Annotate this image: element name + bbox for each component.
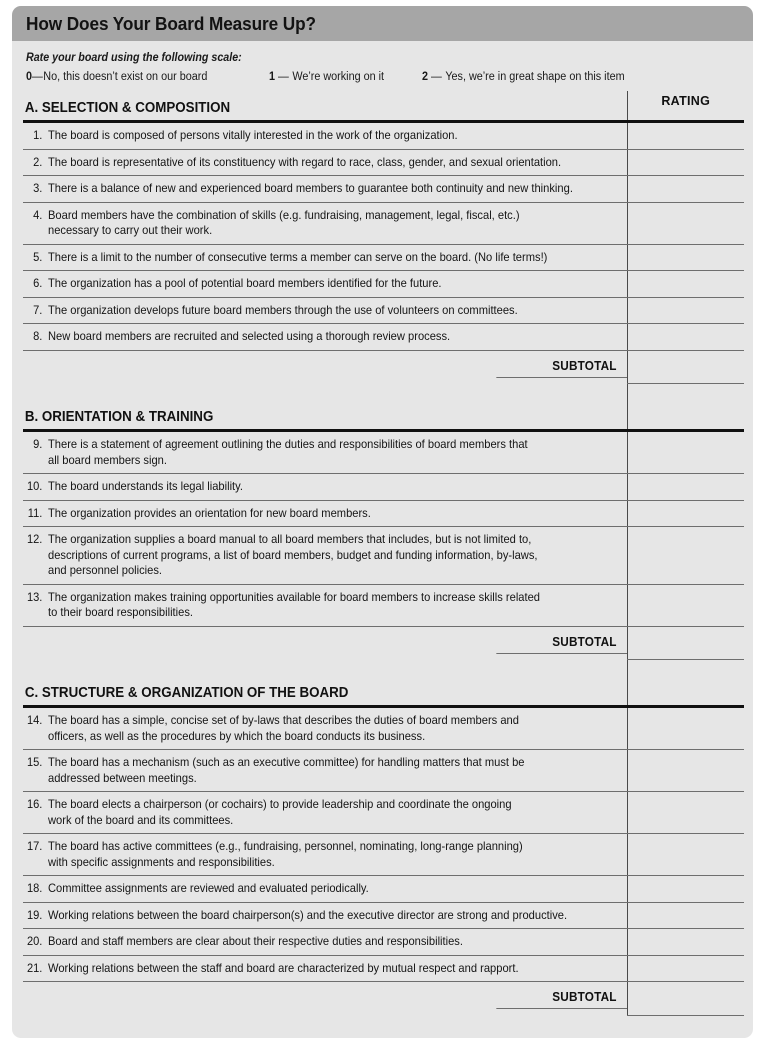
item-number: 20. <box>26 934 43 948</box>
item-text-line: Working relations between the board chairperson(s) and the executive director are strong and productive. <box>48 907 568 922</box>
subtotal-value-cell[interactable] <box>627 626 744 660</box>
item-text-cell <box>23 297 627 324</box>
rating-input-cell[interactable] <box>627 474 744 501</box>
section-spacer-cell <box>23 1015 627 1038</box>
rating-input-cell[interactable] <box>627 955 744 982</box>
item-line <box>23 506 627 522</box>
rating-scale-legend <box>12 41 753 91</box>
item-number: 15. <box>26 755 43 769</box>
subtotal-label: SUBTOTAL <box>496 359 627 378</box>
assessment-table <box>23 91 744 1038</box>
item-text-line: Board members have the combination of skills (e.g. fundraising, management, legal, fiscal, etc.) <box>48 207 520 222</box>
subtotal-row <box>23 626 744 660</box>
assessment-item-row <box>23 202 744 244</box>
assessment-item-row <box>23 707 744 750</box>
rating-input-cell[interactable] <box>627 750 744 792</box>
item-text-line: and personnel policies. <box>48 563 163 577</box>
section-heading-row <box>23 91 744 122</box>
item-number: 4. <box>33 207 43 222</box>
item-text <box>48 303 595 319</box>
item-text-line: necessary to carry out their work. <box>48 223 213 237</box>
item-line <box>23 755 627 786</box>
rating-input-cell[interactable] <box>627 902 744 929</box>
item-text-line: Working relations between the staff and board are characterized by mutual respect and rapport. <box>48 960 519 975</box>
subtotal-label-cell <box>23 982 627 1016</box>
section-title: A. SELECTION & COMPOSITION <box>24 100 231 116</box>
item-text-line: The board understands its legal liability. <box>48 479 243 493</box>
assessment-item-row <box>23 324 744 351</box>
scale-option-0-label: No, this doesn’t exist on our board <box>43 71 208 83</box>
item-text-cell <box>23 324 627 351</box>
section-spacer-rating-cell <box>627 384 744 401</box>
item-number: 18. <box>26 881 43 895</box>
section-spacer-rating-cell <box>627 1015 744 1038</box>
section-spacer-cell <box>23 660 627 677</box>
item-number: 9. <box>33 437 43 451</box>
rating-input-cell[interactable] <box>627 176 744 203</box>
item-line <box>23 155 627 171</box>
item-text <box>48 437 595 468</box>
rating-column-header-cell <box>627 400 744 431</box>
assessment-item-row <box>23 750 744 792</box>
item-text <box>48 755 595 786</box>
scale-option-2-dash: — <box>431 71 443 83</box>
item-text-line: The board elects a chairperson (or cochairs) to provide leadership and coordinate the ongoing <box>48 797 512 811</box>
rating-input-cell[interactable] <box>627 929 744 956</box>
assessment-item-row <box>23 474 744 501</box>
item-line <box>23 303 627 319</box>
item-number: 19. <box>26 907 43 922</box>
item-number: 11. <box>27 505 43 520</box>
item-line <box>23 250 627 266</box>
item-text-cell <box>23 902 627 929</box>
assessment-item-row <box>23 149 744 176</box>
item-text-line: Committee assignments are reviewed and evaluated periodically. <box>48 881 369 895</box>
section-heading-cell <box>23 91 627 122</box>
item-number: 5. <box>33 249 43 264</box>
item-line <box>23 908 627 924</box>
section-spacer-rating-cell <box>627 660 744 677</box>
item-text-cell <box>23 431 627 474</box>
item-line <box>23 437 627 468</box>
item-text-cell <box>23 176 627 203</box>
rating-input-cell[interactable] <box>627 202 744 244</box>
item-text-line: The organization provides an orientation for new board members. <box>48 505 371 520</box>
item-text <box>48 713 595 744</box>
page-title: How Does Your Board Measure Up? <box>26 12 316 34</box>
item-text <box>48 181 595 197</box>
assessment-item-row <box>23 244 744 271</box>
item-number: 7. <box>33 302 43 317</box>
item-line <box>23 934 627 950</box>
item-line <box>23 329 627 345</box>
scale-option-1-label: We’re working on it <box>292 71 385 83</box>
assessment-item-row <box>23 902 744 929</box>
scale-option-0-dash: — <box>32 71 44 83</box>
item-text-line: The board is representative of its constituency with regard to race, class, gender, and sexual orientation. <box>48 154 562 169</box>
item-text <box>48 590 595 621</box>
rating-input-cell[interactable] <box>627 500 744 527</box>
item-text <box>48 839 595 870</box>
item-text <box>48 881 595 897</box>
item-number: 8. <box>33 329 43 343</box>
rating-input-cell[interactable] <box>627 324 744 351</box>
rating-scale-options <box>26 71 739 86</box>
item-text <box>48 506 595 522</box>
item-line <box>23 479 627 495</box>
assessment-table-wrap <box>12 91 753 1038</box>
item-line <box>23 797 627 828</box>
item-number: 12. <box>26 532 43 546</box>
item-text <box>48 532 595 579</box>
item-text-line: The board has active committees (e.g., fundraising, personnel, nominating, long-range planning) <box>48 839 523 853</box>
item-text-cell <box>23 527 627 585</box>
item-line <box>23 128 627 144</box>
item-line <box>23 208 627 239</box>
assessment-item-row <box>23 176 744 203</box>
item-text-line: There is a balance of new and experienced board members to guarantee both continuity and new thinking. <box>48 181 573 195</box>
item-line <box>23 961 627 977</box>
assessment-item-row <box>23 431 744 474</box>
section-heading-cell <box>23 676 627 707</box>
rating-input-cell[interactable] <box>627 527 744 585</box>
item-text-cell <box>23 122 627 150</box>
assessment-item-row <box>23 297 744 324</box>
rating-scale-lead: Rate your board using the following scale: <box>26 52 242 64</box>
rating-input-cell[interactable] <box>627 271 744 298</box>
item-text-cell <box>23 955 627 982</box>
item-number: 13. <box>26 589 43 604</box>
item-text-cell <box>23 834 627 876</box>
item-text-line: with specific assignments and responsibilities. <box>48 854 275 869</box>
item-text-line: descriptions of current programs, a list of board members, budget and funding information, by-laws, <box>48 547 538 562</box>
item-text-line: There is a limit to the number of consecutive terms a member can serve on the board. (No life terms!) <box>48 249 548 264</box>
item-text-cell <box>23 244 627 271</box>
item-line <box>23 181 627 197</box>
item-text-line: Board and staff members are clear about their respective duties and responsibilities. <box>48 934 463 948</box>
item-text-line: addressed between meetings. <box>48 770 197 785</box>
item-text <box>48 797 595 828</box>
rating-input-cell[interactable] <box>627 584 744 626</box>
item-number: 1. <box>33 128 43 142</box>
item-number: 6. <box>33 276 43 290</box>
section-spacer-row <box>23 1015 744 1038</box>
item-text-cell <box>23 707 627 750</box>
item-line <box>23 590 627 621</box>
rating-input-cell[interactable] <box>627 876 744 903</box>
scale-option-1-dash: — <box>278 71 290 83</box>
item-text-line: The board has a simple, concise set of by-laws that describes the duties of board members and <box>48 713 519 727</box>
item-text <box>48 908 595 924</box>
scale-option-0-value: 0 <box>26 71 33 83</box>
section-heading-row <box>23 676 744 707</box>
item-text <box>48 155 595 171</box>
item-text-cell <box>23 202 627 244</box>
worksheet-header-bar <box>12 6 753 41</box>
assessment-item-row <box>23 584 744 626</box>
item-text-cell <box>23 750 627 792</box>
item-text <box>48 208 595 239</box>
item-text <box>48 250 595 266</box>
item-line <box>23 713 627 744</box>
rating-column-header-cell <box>627 91 744 122</box>
scale-option-2 <box>422 71 625 83</box>
item-line <box>23 532 627 579</box>
item-number: 2. <box>33 154 43 169</box>
item-text-cell <box>23 500 627 527</box>
rating-input-cell[interactable] <box>627 834 744 876</box>
assessment-item-row <box>23 271 744 298</box>
assessment-item-row <box>23 500 744 527</box>
rating-input-cell[interactable] <box>627 122 744 150</box>
item-text-line: New board members are recruited and selected using a thorough review process. <box>48 329 451 343</box>
assessment-item-row <box>23 929 744 956</box>
item-number: 10. <box>26 479 43 493</box>
item-text <box>48 934 595 950</box>
rating-input-cell[interactable] <box>627 244 744 271</box>
worksheet-sheet <box>12 6 753 1038</box>
item-text-line: all board members sign. <box>48 452 167 467</box>
item-text <box>48 329 595 345</box>
rating-input-cell[interactable] <box>627 149 744 176</box>
rating-input-cell[interactable] <box>627 431 744 474</box>
item-text <box>48 276 595 292</box>
subtotal-value-cell[interactable] <box>627 350 744 384</box>
scale-option-0 <box>26 71 207 83</box>
item-text-line: officers, as well as the procedures by which the board conducts its business. <box>48 728 426 743</box>
item-number: 16. <box>26 797 43 811</box>
section-heading-row <box>23 400 744 431</box>
item-text-line: The organization develops future board members through the use of volunteers on committees. <box>48 302 518 317</box>
subtotal-label: SUBTOTAL <box>496 635 627 654</box>
item-number: 14. <box>26 713 43 727</box>
subtotal-row <box>23 982 744 1016</box>
section-heading-cell <box>23 400 627 431</box>
scale-option-1-value: 1 <box>269 71 276 83</box>
item-number: 3. <box>33 181 43 195</box>
item-text-cell <box>23 584 627 626</box>
item-text-line: work of the board and its committees. <box>48 812 234 827</box>
item-text-line: The organization has a pool of potential board members identified for the future. <box>48 276 442 290</box>
item-text-line: The board has a mechanism (such as an executive committee) for handling matters that must be <box>48 755 525 769</box>
section-spacer-row <box>23 660 744 677</box>
item-text <box>48 479 595 495</box>
rating-column-header-cell <box>627 676 744 707</box>
item-line <box>23 276 627 292</box>
section-spacer-cell <box>23 384 627 401</box>
section-title: C. STRUCTURE & ORGANIZATION OF THE BOARD <box>24 685 349 701</box>
item-text-line: The board is composed of persons vitally interested in the work of the organization. <box>48 128 458 142</box>
item-text-cell <box>23 149 627 176</box>
item-line <box>23 881 627 897</box>
item-text-line: The organization supplies a board manual to all board members that includes, but is not limited to, <box>48 532 532 546</box>
item-text-cell <box>23 271 627 298</box>
subtotal-label: SUBTOTAL <box>496 990 627 1009</box>
assessment-item-row <box>23 527 744 585</box>
item-text-cell <box>23 929 627 956</box>
assessment-item-row <box>23 792 744 834</box>
rating-column-header: RATING <box>661 94 711 108</box>
scale-option-2-value: 2 <box>422 71 429 83</box>
assessment-item-row <box>23 834 744 876</box>
assessment-item-row <box>23 122 744 150</box>
item-text-cell <box>23 474 627 501</box>
item-line <box>23 839 627 870</box>
item-text <box>48 128 595 144</box>
item-number: 21. <box>26 960 43 975</box>
rating-input-cell[interactable] <box>627 297 744 324</box>
rating-input-cell[interactable] <box>627 707 744 750</box>
assessment-item-row <box>23 955 744 982</box>
item-text-cell <box>23 792 627 834</box>
section-spacer-row <box>23 384 744 401</box>
item-text <box>48 961 595 977</box>
scale-option-2-label: Yes, we’re in great shape on this item <box>445 71 625 83</box>
item-text-line: There is a statement of agreement outlining the duties and responsibilities of board members that <box>48 437 528 451</box>
subtotal-row <box>23 350 744 384</box>
item-number: 17. <box>26 839 43 853</box>
item-text-line: The organization makes training opportunities available for board members to increase skills related <box>48 589 541 604</box>
subtotal-value-cell[interactable] <box>627 982 744 1016</box>
rating-input-cell[interactable] <box>627 792 744 834</box>
subtotal-label-cell <box>23 350 627 384</box>
item-text-cell <box>23 876 627 903</box>
assessment-item-row <box>23 876 744 903</box>
section-title: B. ORIENTATION & TRAINING <box>24 409 214 425</box>
item-text-line: to their board responsibilities. <box>48 605 194 619</box>
subtotal-label-cell <box>23 626 627 660</box>
scale-option-1 <box>269 71 384 83</box>
